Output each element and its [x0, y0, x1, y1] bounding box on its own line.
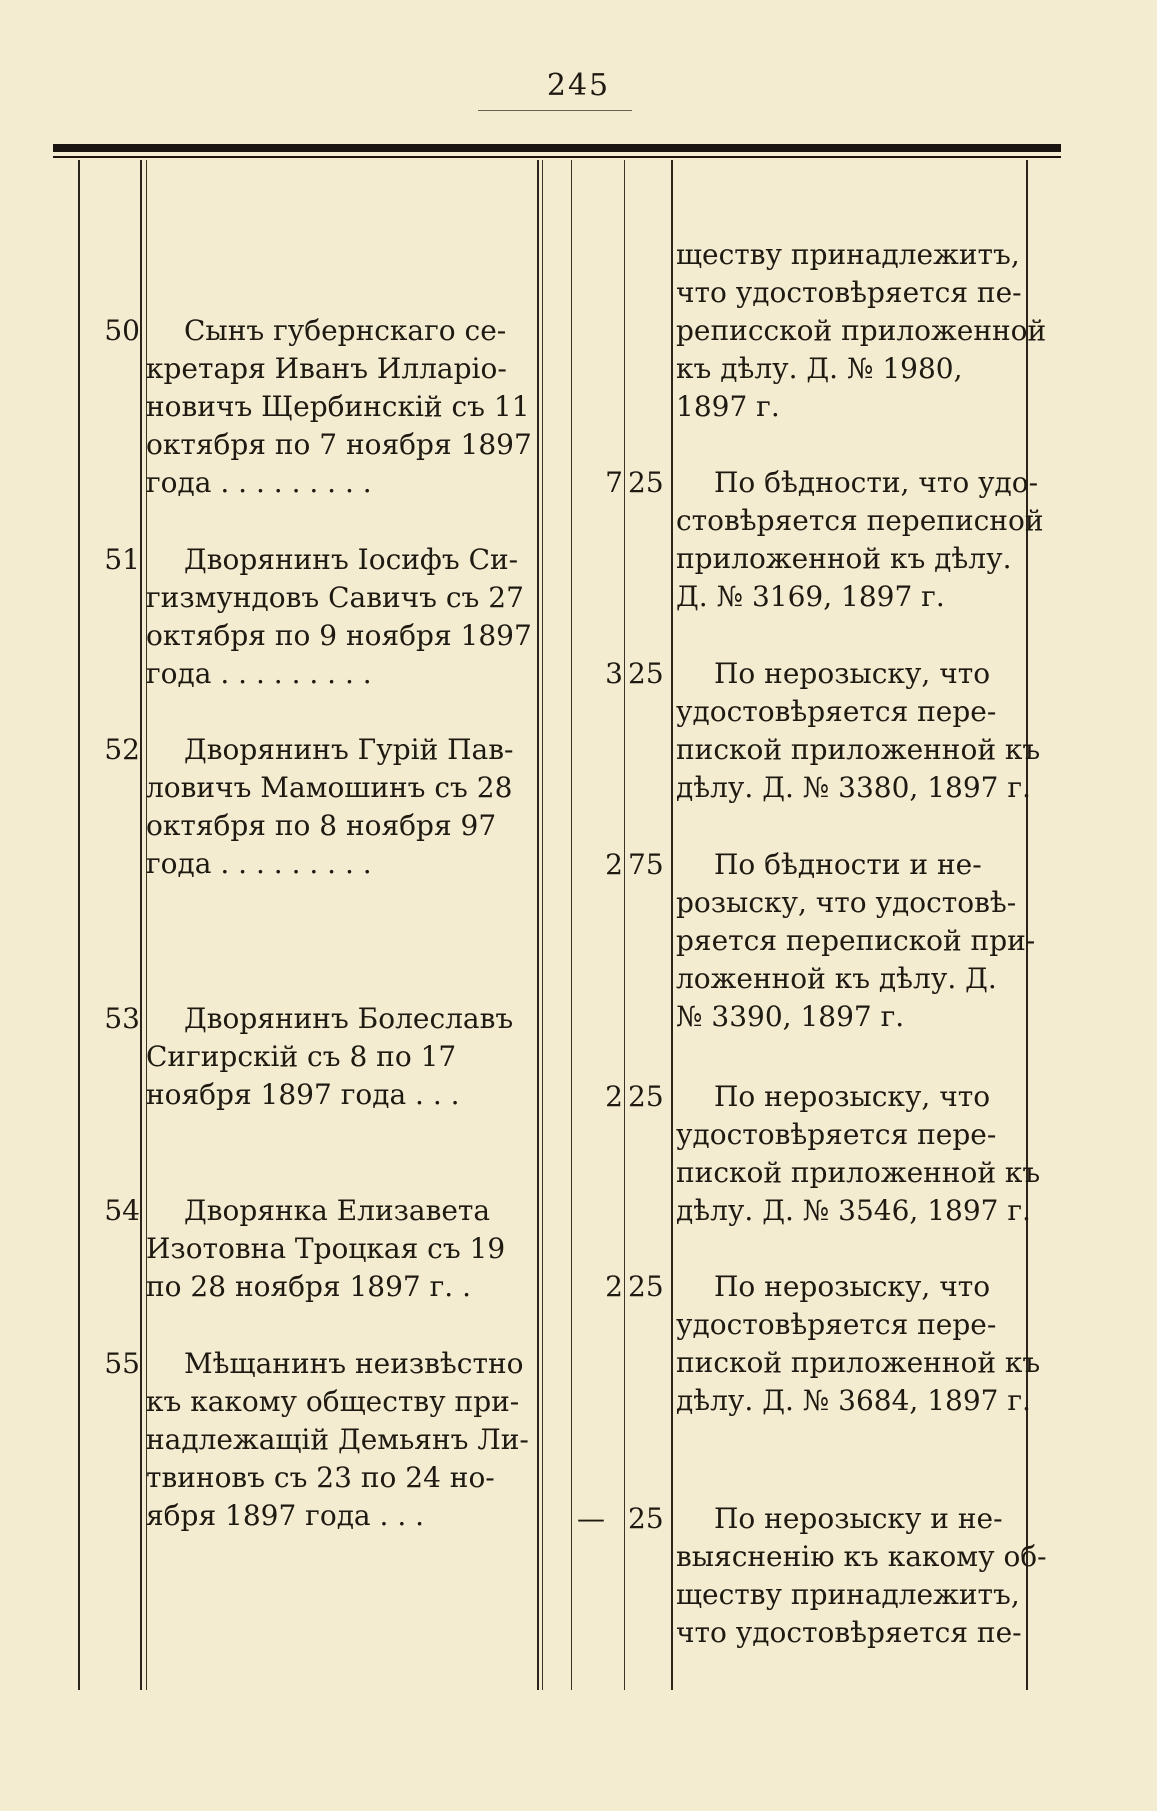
entry-name-line: къ какому обществу при-	[146, 1385, 520, 1418]
entry-name-line: Сынъ губернскаго се-	[184, 314, 507, 347]
entry-name-line: гизмундовъ Савичъ съ 27	[146, 581, 524, 614]
entry-name-line: ловичъ Мамошинъ съ 28	[146, 771, 513, 804]
entry-reason-line: ряется перепиской при-	[676, 924, 1036, 957]
entry-kopecks: 75	[628, 848, 664, 881]
continuation-line: реписской приложенной	[676, 314, 1047, 347]
entry-name-line: года . . . . . . . . .	[146, 657, 372, 690]
entry-reason-line: По нерозыску и не-	[714, 1502, 1003, 1535]
entry-kopecks: 25	[628, 1080, 664, 1113]
continuation-line: что удостовѣряется пе-	[676, 276, 1022, 309]
entry-reason	[676, 655, 1041, 807]
entry-reason	[676, 1268, 1041, 1420]
entry-name-line: Мѣщанинъ неизвѣстно	[184, 1347, 524, 1380]
entry-reason	[676, 1500, 1047, 1652]
entry-number: 51	[104, 543, 140, 576]
entry-reason-line: пиской приложенной къ	[676, 1156, 1041, 1189]
entry-name-line: ноября 1897 года . . .	[146, 1078, 460, 1111]
entry-kopecks: 25	[628, 657, 664, 690]
entry-name	[146, 312, 534, 502]
entry-reason-line: розыску, что удостовѣ-	[676, 886, 1017, 919]
entry-number: 53	[104, 1002, 140, 1035]
entry-reason-line: По нерозыску, что	[714, 1270, 991, 1303]
entry-number: 54	[104, 1194, 140, 1227]
entry-reason-line: что удостовѣряется пе-	[676, 1616, 1022, 1649]
entry-name	[146, 1000, 534, 1114]
entry-name	[146, 541, 534, 693]
entry-rubles: 2	[605, 1270, 623, 1303]
entry-name	[146, 1345, 534, 1535]
entry-name-line: года . . . . . . . . .	[146, 847, 372, 880]
entry-name-line: Дворянинъ Болеславъ	[184, 1002, 514, 1035]
entry-reason-line: ществу принадлежитъ,	[676, 1578, 1020, 1611]
entry-reason	[676, 1078, 1041, 1230]
entry-reason-line: По бѣдности и не-	[714, 848, 982, 881]
entry-reason	[676, 464, 1044, 616]
entry-name-line: октября по 7 ноября 1897	[146, 428, 532, 461]
entry-reason-line: пиской приложенной къ	[676, 1346, 1041, 1379]
entry-name-line: года . . . . . . . . .	[146, 466, 372, 499]
entry-reason-line: удостовѣряется пере-	[676, 695, 997, 728]
entry-rubles: 7	[605, 466, 623, 499]
entry-reason-line: По нерозыску, что	[714, 1080, 991, 1113]
entry-reason-line: № 3390, 1897 г.	[676, 1000, 905, 1033]
entry-reason-line: удостовѣряется пере-	[676, 1308, 997, 1341]
entry-name-line: Дворянка Елизавета	[184, 1194, 491, 1227]
entry-name-line: кретаря Иванъ Илларіо-	[146, 352, 507, 385]
entry-name-line: по 28 ноября 1897 г. .	[146, 1270, 472, 1303]
entry-name	[146, 1192, 534, 1306]
entry-kopecks: 25	[628, 466, 664, 499]
entry-name-line: октября по 8 ноября 97	[146, 809, 497, 842]
entry-name-line: надлежащій Демьянъ Ли-	[146, 1423, 529, 1456]
page-number: 245	[546, 68, 611, 103]
entry-name-line: Дворянинъ Іосифъ Си-	[184, 543, 519, 576]
entry-reason-line: дѣлу. Д. № 3684, 1897 г.	[676, 1384, 1031, 1417]
entry-reason-line: По бѣдности, что удо-	[714, 466, 1039, 499]
entry-number: 50	[104, 314, 140, 347]
entry-name	[146, 731, 534, 883]
entry-name-line: ября 1897 года . . .	[146, 1499, 425, 1532]
entry-reason-line: Д. № 3169, 1897 г.	[676, 580, 945, 613]
entry-reason-line: ложенной къ дѣлу. Д.	[676, 962, 997, 995]
entry-rubles: 3	[605, 657, 623, 690]
entry-name-line: Изотовна Троцкая съ 19	[146, 1232, 506, 1265]
entry-reason-line: дѣлу. Д. № 3546, 1897 г.	[676, 1194, 1031, 1227]
entry-reason-line: пиской приложенной къ	[676, 733, 1041, 766]
entry-name-line: новичъ Щербинскій съ 11	[146, 390, 530, 423]
entry-reason-line: приложенной къ дѣлу.	[676, 542, 1012, 575]
entry-number: 55	[104, 1347, 140, 1380]
entry-name-line: твиновъ съ 23 по 24 но-	[146, 1461, 495, 1494]
entry-reason-line: выясненію къ какому об-	[676, 1540, 1047, 1573]
entry-name-line: октября по 9 ноября 1897	[146, 619, 532, 652]
continuation-reason	[676, 236, 1047, 426]
continuation-line: ществу принадлежитъ,	[676, 238, 1020, 271]
entry-rubles: —	[577, 1502, 605, 1535]
entry-reason-line: удостовѣряется пере-	[676, 1118, 997, 1151]
entry-reason-line: дѣлу. Д. № 3380, 1897 г.	[676, 771, 1031, 804]
entry-reason	[676, 846, 1036, 1036]
entry-rubles: 2	[605, 848, 623, 881]
entry-kopecks: 25	[628, 1502, 664, 1535]
entry-kopecks: 25	[628, 1270, 664, 1303]
continuation-line: къ дѣлу. Д. № 1980,	[676, 352, 963, 385]
entry-number: 52	[104, 733, 140, 766]
entry-reason-line: стовѣряется переписной	[676, 504, 1044, 537]
entry-rubles: 2	[605, 1080, 623, 1113]
entry-name-line: Дворянинъ Гурій Пав-	[184, 733, 514, 766]
continuation-line: 1897 г.	[676, 390, 780, 423]
entry-name-line: Сигирскій съ 8 по 17	[146, 1040, 457, 1073]
entry-reason-line: По нерозыску, что	[714, 657, 991, 690]
